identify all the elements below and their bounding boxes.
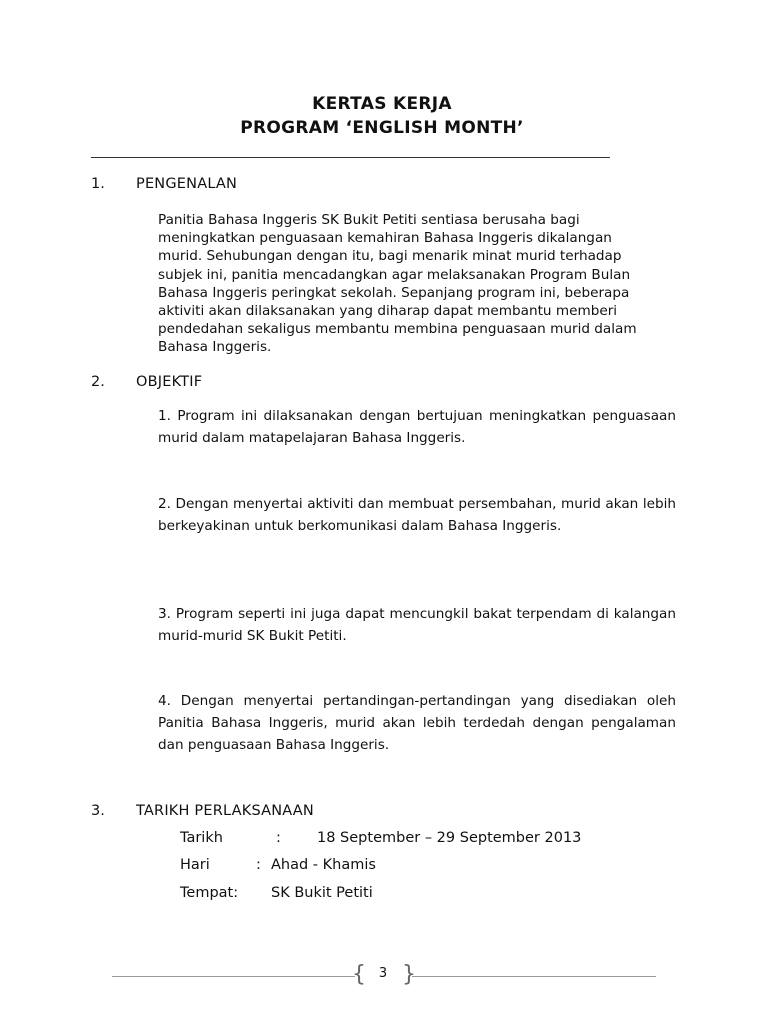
detail-tempat-value: SK Bukit Petiti bbox=[271, 885, 373, 901]
section-1-number: 1. bbox=[91, 176, 105, 192]
section-1-heading: PENGENALAN bbox=[136, 176, 238, 192]
section-3-number: 3. bbox=[91, 803, 105, 819]
objective-item-2: 2. Dengan menyertai aktiviti dan membuat persembahan, murid akan lebih berkeyakinan untuk berkomunikasi dalam Bahasa Inggeris. bbox=[158, 496, 676, 534]
detail-hari-value: Ahad - Khamis bbox=[271, 857, 376, 873]
section-2-heading: OBJEKTIF bbox=[136, 374, 203, 390]
detail-tempat-label: Tempat: bbox=[180, 885, 239, 901]
title-divider bbox=[91, 157, 610, 158]
page-bracket-right-icon: } bbox=[402, 962, 416, 987]
detail-tarikh-value: 18 September – 29 September 2013 bbox=[317, 830, 582, 846]
doc-title-line1: KERTAS KERJA bbox=[312, 94, 452, 114]
detail-hari-label: Hari bbox=[180, 857, 210, 873]
section-2-number: 2. bbox=[91, 374, 105, 390]
detail-tarikh-label: Tarikh bbox=[180, 830, 223, 846]
section-1-body: Panitia Bahasa Inggeris SK Bukit Petiti sentiasa berusaha bagi meningkatkan penguasaan kemahiran Bahasa Inggeris dikalangan murid. Sehubungan dengan itu, bagi menarik minat murid terhadap subjek ini, panitia mencadangkan agar melaksanakan Program Bulan Bahasa Inggeris peringkat sekolah. Sepanjang program ini, beberapa aktiviti akan dilaksanakan yang diharap dapat membantu memberi pendedahan sekaligus membantu membina penguasaan murid dalam Bahasa Inggeris. bbox=[158, 212, 637, 356]
detail-tarikh-sep: : bbox=[276, 830, 281, 846]
footer-line-right bbox=[412, 976, 656, 977]
page-number: 3 bbox=[378, 966, 388, 981]
objective-item-4: 4. Dengan menyertai pertandingan-pertandingan yang disediakan oleh Panitia Bahasa Inggeris, murid akan lebih terdedah dengan pengalaman dan penguasaan Bahasa Inggeris. bbox=[158, 693, 676, 753]
section-3-heading: TARIKH PERLAKSANAAN bbox=[136, 803, 314, 819]
footer-line-left bbox=[112, 976, 355, 977]
objective-item-3: 3. Program seperti ini juga dapat mencungkil bakat terpendam di kalangan murid-murid SK Bukit Petiti. bbox=[158, 606, 676, 644]
objective-item-1: 1. Program ini dilaksanakan dengan bertujuan meningkatkan penguasaan murid dalam matapelajaran Bahasa Inggeris. bbox=[158, 408, 676, 446]
page-bracket-left-icon: { bbox=[352, 962, 366, 987]
doc-title-line2: PROGRAM ‘ENGLISH MONTH’ bbox=[240, 118, 524, 138]
detail-hari-sep: : bbox=[256, 857, 261, 873]
